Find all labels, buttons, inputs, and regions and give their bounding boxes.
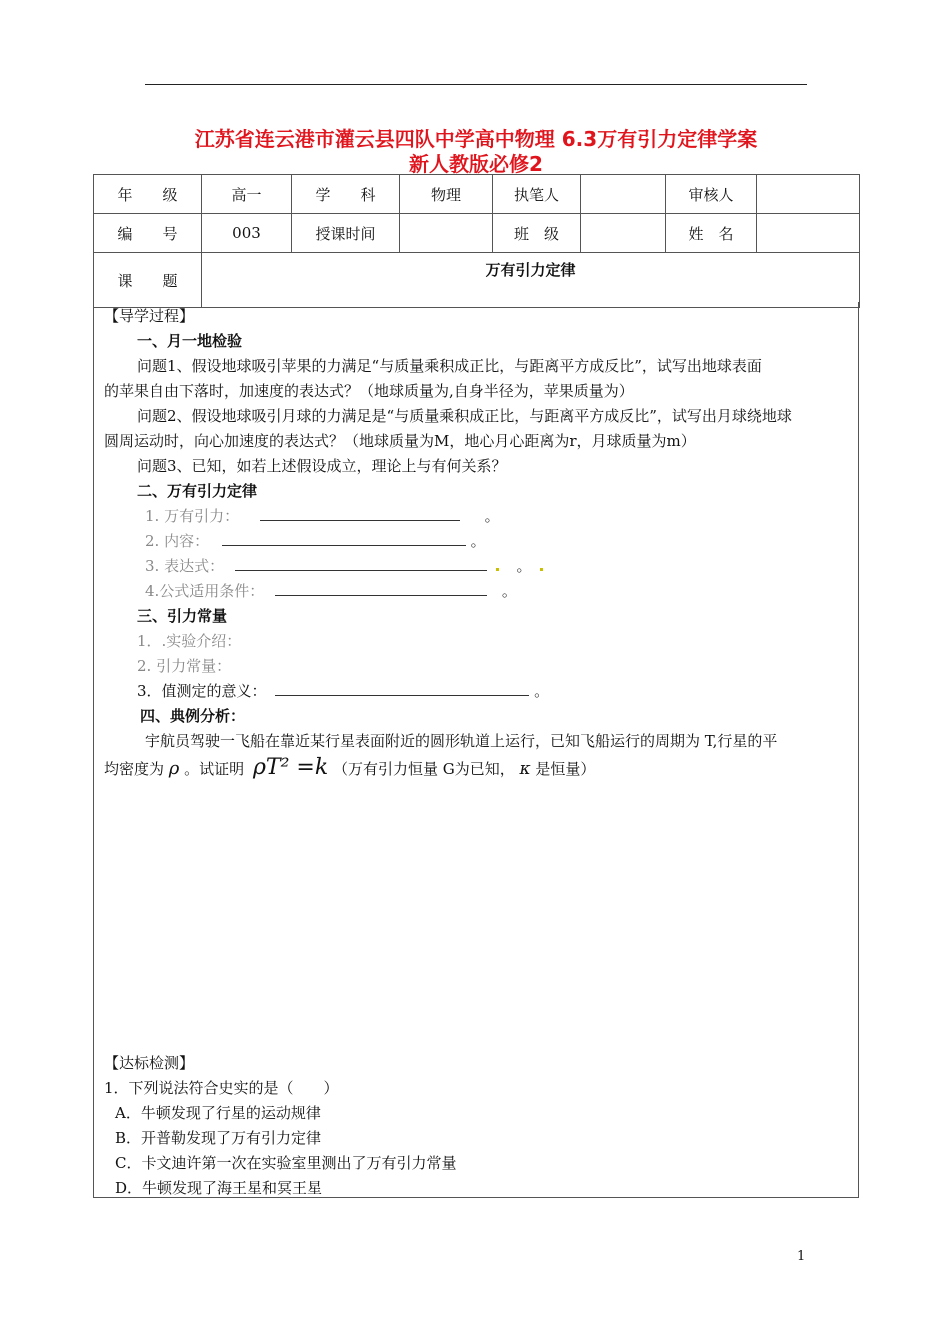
kappa-symbol: κ bbox=[519, 759, 531, 779]
law-item-4 bbox=[145, 581, 517, 601]
header-table bbox=[93, 174, 860, 308]
period: 。 bbox=[501, 582, 517, 600]
time-value bbox=[400, 214, 493, 253]
constant-item-3 bbox=[137, 681, 549, 701]
example-line1: 宇航员驾驶一飞船在靠近某行星表面附近的圆形轨道上运行，已知飞船运行的周期为 T,行星的平 bbox=[145, 732, 778, 750]
section2-title: 二、万有引力定律 bbox=[137, 482, 258, 500]
author-label: 执笔人 bbox=[493, 175, 581, 214]
edit-mark bbox=[540, 568, 543, 571]
period: 。 bbox=[534, 682, 550, 700]
answer-blank[interactable] bbox=[275, 581, 487, 596]
question2-line1: 问题2、假设地球吸引月球的力满足是“与质量乘积成正比，与距离平方成反比”，试写出月球绕地球 bbox=[137, 407, 792, 425]
section1-title: 一、月一地检验 bbox=[137, 332, 243, 350]
reviewer-value bbox=[757, 175, 860, 214]
test-header: 【达标检测】 bbox=[104, 1054, 195, 1072]
section4-title: 四、典例分析： bbox=[140, 707, 246, 725]
section3-title: 三、引力常量 bbox=[137, 607, 228, 625]
answer-blank[interactable] bbox=[260, 506, 460, 521]
constant-item-3-label: 3．值测定的意义： bbox=[137, 682, 267, 700]
edit-mark bbox=[496, 568, 499, 571]
reviewer-label: 审核人 bbox=[666, 175, 757, 214]
period: 。 bbox=[470, 532, 486, 550]
class-label: 班 级 bbox=[493, 214, 581, 253]
question3: 问题3、已知，如若上述假设成立，理论上与有何关系？ bbox=[137, 457, 507, 475]
law-item-2-label: 2. 内容： bbox=[145, 532, 210, 550]
example-text-a: 均密度为 bbox=[104, 760, 165, 778]
topic-value: 万有引力定律 bbox=[202, 253, 860, 308]
question-stem: 1．下列说法符合史实的是（ ） bbox=[104, 1079, 339, 1097]
question1-line1: 问题1、假设地球吸引苹果的力满足“与质量乘积成正比，与距离平方成反比”，试写出地球表面 bbox=[137, 357, 762, 375]
question1-line2: 的苹果自由下落时，加速度的表达式？（地球质量为,自身半径为，苹果质量为） bbox=[104, 382, 634, 400]
law-item-1-label: 1. 万有引力： bbox=[145, 507, 240, 525]
rho-symbol: ρ bbox=[168, 758, 180, 779]
law-item-1 bbox=[145, 506, 500, 526]
example-line2 bbox=[104, 755, 596, 780]
answer-blank[interactable] bbox=[222, 531, 466, 546]
document-title-line1: 江苏省连云港市灌云县四队中学高中物理 6.3万有引力定律学案 bbox=[194, 127, 758, 151]
answer-blank[interactable] bbox=[275, 681, 529, 696]
author-value bbox=[581, 175, 666, 214]
constant-item-2: 2. 引力常量： bbox=[137, 657, 232, 675]
law-item-2 bbox=[145, 531, 486, 551]
law-item-3-label: 3. 表达式： bbox=[145, 557, 225, 575]
law-item-4-label: 4.公式适用条件： bbox=[145, 582, 265, 600]
time-label: 授课时间 bbox=[292, 214, 400, 253]
top-rule bbox=[145, 84, 807, 85]
question2-line2: 圆周运动时，向心加速度的表达式？（地球质量为M，地心月心距离为r，月球质量为m） bbox=[104, 432, 696, 450]
example-text-b: 。试证明 bbox=[184, 760, 245, 778]
name-label: 姓 名 bbox=[666, 214, 757, 253]
law-item-3 bbox=[145, 556, 544, 576]
number-value: 003 bbox=[202, 214, 292, 253]
subject-value: 物理 bbox=[400, 175, 493, 214]
period: 。 bbox=[484, 507, 500, 525]
grade-value: 高一 bbox=[202, 175, 292, 214]
number-label: 编 号 bbox=[94, 214, 202, 253]
option-a[interactable]: A．牛顿发现了行星的运动规律 bbox=[115, 1104, 321, 1122]
constant-item-1: 1．.实验介绍： bbox=[137, 632, 242, 650]
example-text-d: 是恒量） bbox=[535, 760, 596, 778]
option-d[interactable]: D．牛顿发现了海王星和冥王星 bbox=[115, 1179, 323, 1197]
document-title-line2: 新人教版必修2 bbox=[409, 152, 543, 176]
grade-label: 年 级 bbox=[94, 175, 202, 214]
class-value bbox=[581, 214, 666, 253]
page-number: 1 bbox=[797, 1249, 806, 1264]
topic-label: 课 题 bbox=[94, 253, 202, 308]
formula: ρT² =k bbox=[252, 755, 329, 780]
option-c[interactable]: C．卡文迪许第一次在实验室里测出了万有引力常量 bbox=[115, 1154, 457, 1172]
period: 。 bbox=[516, 557, 532, 575]
subject-label: 学 科 bbox=[292, 175, 400, 214]
answer-blank[interactable] bbox=[235, 556, 487, 571]
option-b[interactable]: B．开普勒发现了万有引力定律 bbox=[115, 1129, 322, 1147]
guide-header: 【导学过程】 bbox=[104, 307, 195, 325]
example-text-c: （万有引力恒量 G为已知， bbox=[332, 760, 515, 778]
name-value bbox=[757, 214, 860, 253]
